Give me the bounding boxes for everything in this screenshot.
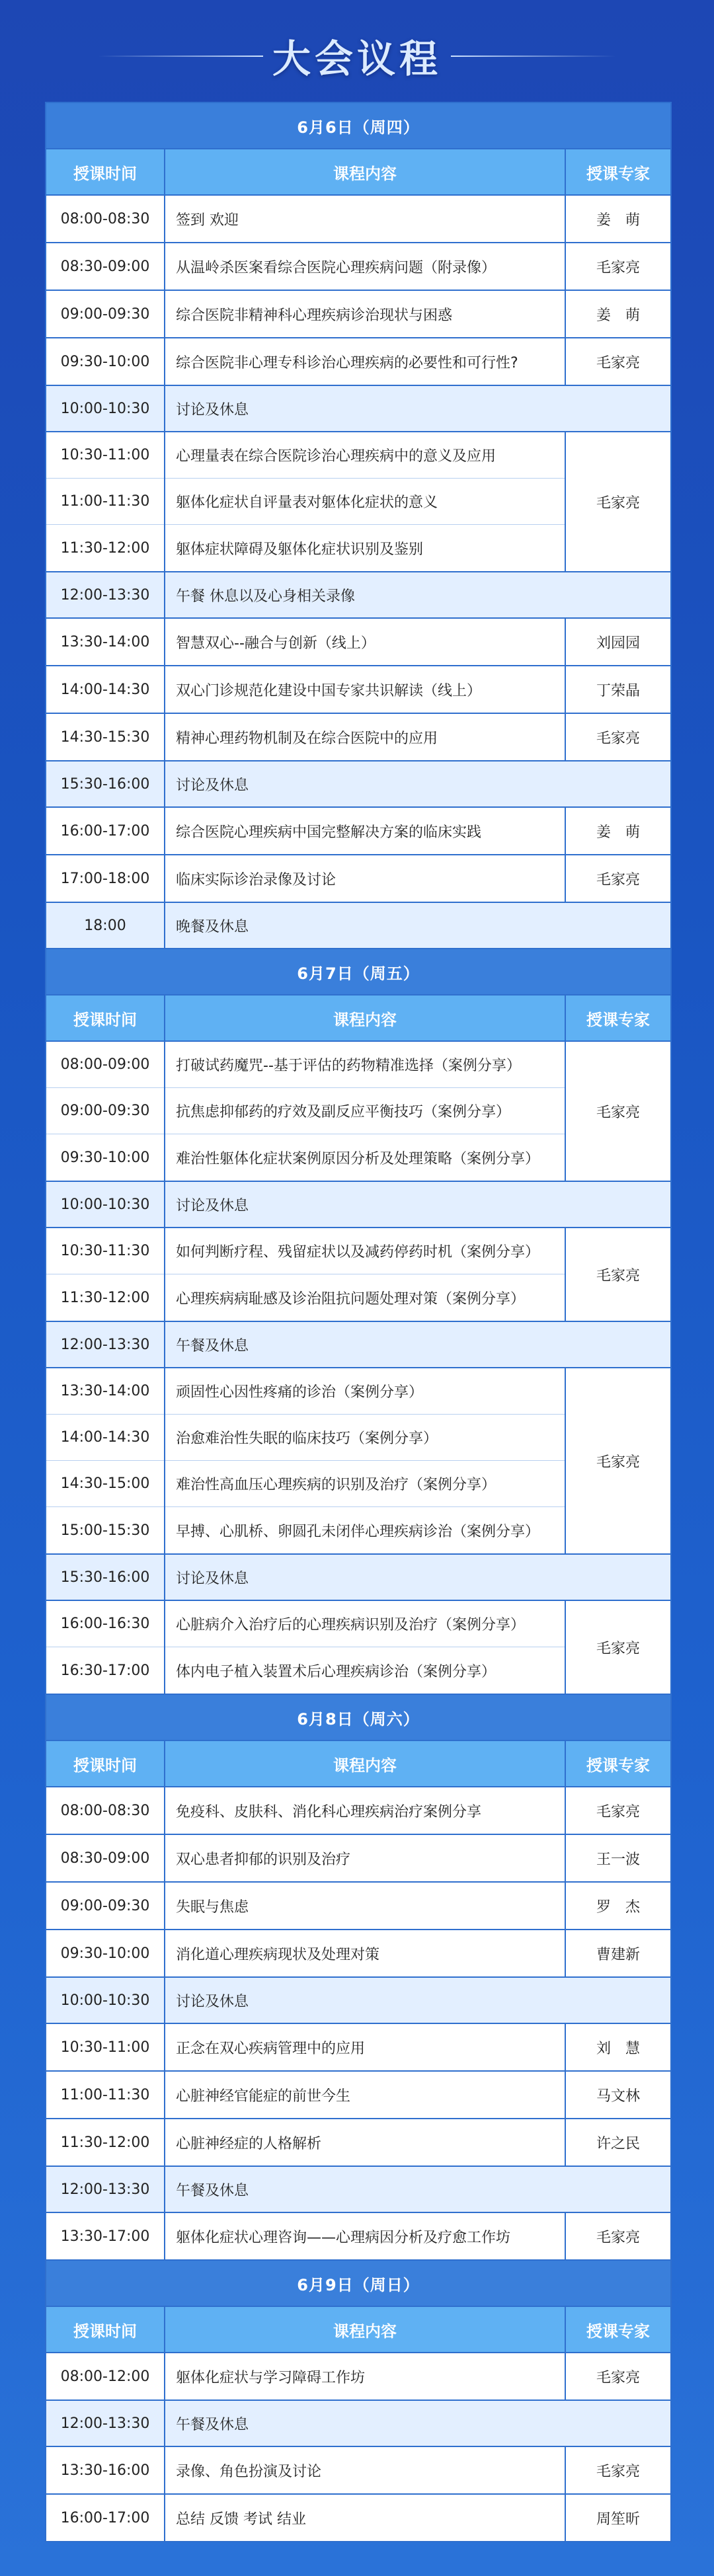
session-expert: 毛家亮 [596,1803,640,1820]
break-time: 15:30-16:00 [46,761,165,806]
topic-column [165,1835,566,1881]
session-expert: 毛家亮 [596,871,640,888]
session-topic: 心脏病介入治疗后的心理疾病识别及治疗（案例分享） [165,1601,565,1647]
break-row [46,1978,670,2024]
break-time: 10:00-10:30 [46,1182,165,1227]
session-time: 16:00-17:00 [60,2509,150,2526]
time-column [46,619,165,665]
day-header: 6月9日（周日） [46,2261,670,2307]
session-time: 13:30-14:00 [60,633,150,650]
session-group [46,1930,670,1978]
session-expert: 周笙昕 [596,2511,640,2528]
session-topic: 总结 反馈 考试 结业 [176,2511,306,2528]
time-column [46,432,165,571]
session-group [46,291,670,338]
topic-column [165,1787,566,1834]
break-label: 讨论及休息 [176,777,249,794]
session-time: 11:00-11:30 [60,2086,150,2103]
session-time: 08:00-12:00 [60,2368,150,2385]
session-time: 14:30-15:30 [60,728,150,746]
break-label: 午餐及休息 [176,1337,249,1354]
time-column [46,2447,165,2493]
column-header-time: 授课时间 [46,2307,165,2352]
session-group [46,1368,670,1555]
break-row [46,1555,670,1601]
topic-column [165,619,566,665]
topic-column [165,338,566,385]
time-column [46,1228,165,1321]
session-time: 09:00-09:30 [60,1897,150,1914]
session-time: 13:30-14:00 [46,1368,164,1415]
session-topic: 治愈难治性失眠的临床技巧（案例分享） [165,1415,565,1461]
session-topic: 双心门诊规范化建设中国专家共识解读（线上） [176,682,482,699]
session-expert: 毛家亮 [596,2463,640,2480]
page-title: 大会议程 [272,36,442,81]
column-header-content: 课程内容 [165,995,566,1040]
break-row [46,386,670,432]
session-group [46,1601,670,1695]
session-expert: 毛家亮 [596,1267,640,1284]
session-time: 10:30-11:00 [60,2039,150,2056]
time-column [46,1883,165,1929]
time-column [46,1787,165,1834]
session-expert: 毛家亮 [596,1104,640,1121]
session-time: 16:00-17:00 [60,822,150,839]
break-time: 15:30-16:00 [46,1555,165,1600]
session-topic: 抗焦虑抑郁药的疗效及副反应平衡技巧（案例分享） [165,1088,565,1134]
break-time: 18:00 [46,903,165,948]
session-topic: 综合医院非精神科心理疾病诊治现状与困惑 [176,307,453,324]
topic-column [165,1228,566,1321]
session-group [46,1042,670,1182]
time-column [46,1835,165,1881]
break-label: 午餐及休息 [176,2182,249,2199]
time-column [46,855,165,902]
session-time: 14:00-14:30 [46,1415,164,1461]
session-time: 11:30-12:00 [60,539,150,557]
session-expert: 毛家亮 [596,2229,640,2246]
session-topic: 顽固性心因性疼痛的诊治（案例分享） [165,1368,565,1415]
session-topic: 早搏、心肌桥、卵圆孔未闭伴心理疾病诊治（案例分享） [176,1523,540,1540]
session-topic: 心理量表在综合医院诊治心理疾病中的意义及应用 [165,432,565,479]
time-column [46,1601,165,1694]
session-group [46,2024,670,2072]
session-group [46,2495,670,2541]
session-group [46,1835,670,1883]
column-header-expert: 授课专家 [586,2322,650,2341]
session-group [46,808,670,855]
session-topic: 躯体化症状自评量表对躯体化症状的意义 [165,479,565,525]
column-header-expert: 授课专家 [586,164,650,183]
session-time: 09:00-09:30 [60,305,150,323]
topic-column [165,2353,566,2400]
session-time: 13:30-17:00 [60,2228,150,2245]
session-topic: 签到 欢迎 [176,212,239,229]
session-topic: 免疫科、皮肤科、消化科心理疾病治疗案例分享 [176,1803,482,1820]
session-topic: 录像、角色扮演及讨论 [176,2463,322,2480]
topic-column [165,666,566,713]
topic-column [165,1042,566,1181]
session-expert: 姜 萌 [596,824,640,841]
time-column [46,2119,165,2166]
session-time: 17:00-18:00 [60,870,150,887]
session-group [46,619,670,666]
session-topic: 心理疾病病耻感及诊治阻抗问题处理对策（案例分享） [176,1290,526,1308]
session-time: 08:30-09:00 [60,1850,150,1867]
topic-column [165,432,566,571]
session-expert: 刘 慧 [596,2040,640,2057]
break-label: 讨论及休息 [176,1993,249,2010]
session-topic: 消化道心理疾病现状及处理对策 [176,1946,380,1963]
session-time: 08:30-09:00 [60,258,150,275]
break-label: 午餐及休息 [176,2416,249,2433]
break-row [46,761,670,808]
session-time: 09:30-10:00 [60,1945,150,1962]
day-header: 6月7日（周五） [46,949,670,995]
session-topic: 临床实际诊治录像及讨论 [176,871,337,888]
session-group [46,2119,670,2167]
column-header-time: 授课时间 [46,149,165,194]
session-expert: 许之民 [596,2135,640,2152]
session-topic: 综合医院心理疾病中国完整解决方案的临床实践 [176,824,482,841]
session-time: 09:30-10:00 [60,1149,150,1166]
session-topic: 打破试药魔咒--基于评估的药物精准选择（案例分享） [165,1042,565,1088]
break-label: 讨论及休息 [176,1570,249,1587]
session-time: 09:30-10:00 [60,353,150,370]
time-column [46,2213,165,2259]
time-column [46,714,165,760]
session-expert: 马文林 [596,2088,640,2105]
session-expert: 毛家亮 [596,730,640,747]
time-column [46,338,165,385]
break-row [46,1182,670,1228]
session-topic: 心脏神经官能症的前世今生 [176,2088,351,2105]
session-topic: 难治性躯体化症状案例原因分析及处理策略（案例分享） [176,1150,540,1167]
session-time: 08:00-08:30 [60,1802,150,1819]
topic-column [165,1601,566,1694]
title-decoration-right [451,56,616,57]
session-topic: 难治性高血压心理疾病的识别及治疗（案例分享） [165,1461,565,1507]
topic-column [165,2213,566,2259]
day-header: 6月8日（周六） [46,1695,670,1741]
session-topic: 从温岭杀医案看综合医院心理疾病问题（附录像） [176,259,496,276]
session-topic: 躯体化症状与学习障碍工作坊 [176,2369,366,2386]
time-column [46,2495,165,2541]
session-time: 10:30-11:30 [46,1228,164,1274]
page-header [0,0,714,99]
session-topic: 失眠与焦虑 [176,1898,249,1916]
column-header-content: 课程内容 [165,1741,566,1786]
break-time: 12:00-13:30 [46,2401,165,2446]
session-topic: 体内电子植入装置术后心理疾病诊治（案例分享） [176,1663,496,1680]
topic-column [165,291,566,337]
session-time: 10:30-11:00 [46,432,164,479]
time-column [46,808,165,854]
topic-column [165,2495,566,2541]
break-label: 午餐 休息以及心身相关录像 [176,588,355,605]
topic-column [165,714,566,760]
break-row [46,2167,670,2213]
topic-column [165,196,566,242]
session-time: 09:00-09:30 [46,1088,164,1134]
session-group [46,1787,670,1835]
column-header-row [46,1741,670,1787]
session-time: 11:00-11:30 [46,479,164,525]
break-row [46,2401,670,2447]
topic-column [165,2072,566,2118]
session-expert: 毛家亮 [596,1454,640,1471]
session-group [46,2447,670,2495]
session-topic: 智慧双心--融合与创新（线上） [176,635,376,652]
column-header-row [46,995,670,1042]
time-column [46,291,165,337]
session-group [46,2353,670,2401]
topic-column [165,1368,566,1553]
column-header-expert: 授课专家 [586,1010,650,1029]
session-group [46,243,670,291]
session-topic: 如何判断疗程、残留症状以及减药停药时机（案例分享） [165,1228,565,1274]
break-row [46,572,670,619]
session-topic: 综合医院非心理专科诊治心理疾病的必要性和可行性? [176,354,518,371]
session-expert: 姜 萌 [596,307,640,324]
topic-column [165,2024,566,2070]
topic-column [165,1930,566,1976]
time-column [46,196,165,242]
column-header-row [46,2307,670,2353]
session-time: 14:30-15:00 [46,1461,164,1507]
topic-column [165,808,566,854]
agenda-table [45,102,672,2542]
session-expert: 毛家亮 [596,354,640,371]
session-time: 11:30-12:00 [60,1289,150,1306]
time-column [46,2353,165,2400]
break-time: 10:00-10:30 [46,386,165,431]
session-expert: 毛家亮 [596,259,640,276]
session-topic: 躯体化症状心理咨询——心理病因分析及疗愈工作坊 [176,2229,511,2246]
time-column [46,666,165,713]
session-time: 14:00-14:30 [60,681,150,698]
time-column [46,1930,165,1976]
topic-column [165,1883,566,1929]
time-column [46,1042,165,1181]
session-expert: 姜 萌 [596,212,640,229]
topic-column [165,243,566,290]
session-group [46,196,670,243]
column-header-row [46,149,670,196]
session-time: 16:00-16:30 [46,1601,164,1647]
session-expert: 曹建新 [596,1946,640,1963]
session-expert: 王一波 [596,1851,640,1868]
session-topic: 正念在双心疾病管理中的应用 [176,2040,366,2057]
break-time: 10:00-10:30 [46,1978,165,2023]
topic-column [165,855,566,902]
session-group [46,714,670,761]
session-group [46,2072,670,2119]
session-time: 16:30-17:00 [60,1662,150,1679]
topic-column [165,2447,566,2493]
session-expert: 刘园园 [596,635,640,652]
break-label: 讨论及休息 [176,1197,249,1214]
session-group [46,432,670,572]
column-header-content: 课程内容 [165,2307,566,2352]
session-expert: 罗 杰 [596,1898,640,1916]
time-column [46,243,165,290]
time-column [46,2072,165,2118]
session-group [46,1883,670,1930]
time-column [46,2024,165,2070]
break-time: 12:00-13:30 [46,572,165,617]
day-header: 6月6日（周四） [46,103,670,149]
session-topic: 躯体症状障碍及躯体化症状识别及鉴别 [176,541,424,558]
column-header-content: 课程内容 [165,149,566,194]
column-header-expert: 授课专家 [586,1756,650,1775]
break-row [46,1322,670,1368]
session-expert: 毛家亮 [596,494,640,512]
break-label: 讨论及休息 [176,401,249,418]
session-time: 15:00-15:30 [60,1522,150,1539]
time-column [46,1368,165,1553]
topic-column [165,2119,566,2166]
break-time: 12:00-13:30 [46,1322,165,1367]
break-row [46,903,670,949]
session-group [46,855,670,903]
session-group [46,338,670,386]
session-group [46,1228,670,1322]
session-topic: 心脏神经症的人格解析 [176,2135,322,2152]
session-expert: 丁荣晶 [596,682,640,699]
break-label: 晚餐及休息 [176,918,249,935]
session-time: 13:30-16:00 [60,2462,150,2479]
session-topic: 精神心理药物机制及在综合医院中的应用 [176,730,438,747]
column-header-time: 授课时间 [46,995,165,1040]
session-time: 11:30-12:00 [60,2134,150,2151]
break-time: 12:00-13:30 [46,2167,165,2212]
session-group [46,2213,670,2261]
session-expert: 毛家亮 [596,1640,640,1657]
session-expert: 毛家亮 [596,2369,640,2386]
column-header-time: 授课时间 [46,1741,165,1786]
session-topic: 双心患者抑郁的识别及治疗 [176,1851,351,1868]
session-time: 08:00-08:30 [60,210,150,227]
session-time: 08:00-09:00 [46,1042,164,1088]
session-group [46,666,670,714]
